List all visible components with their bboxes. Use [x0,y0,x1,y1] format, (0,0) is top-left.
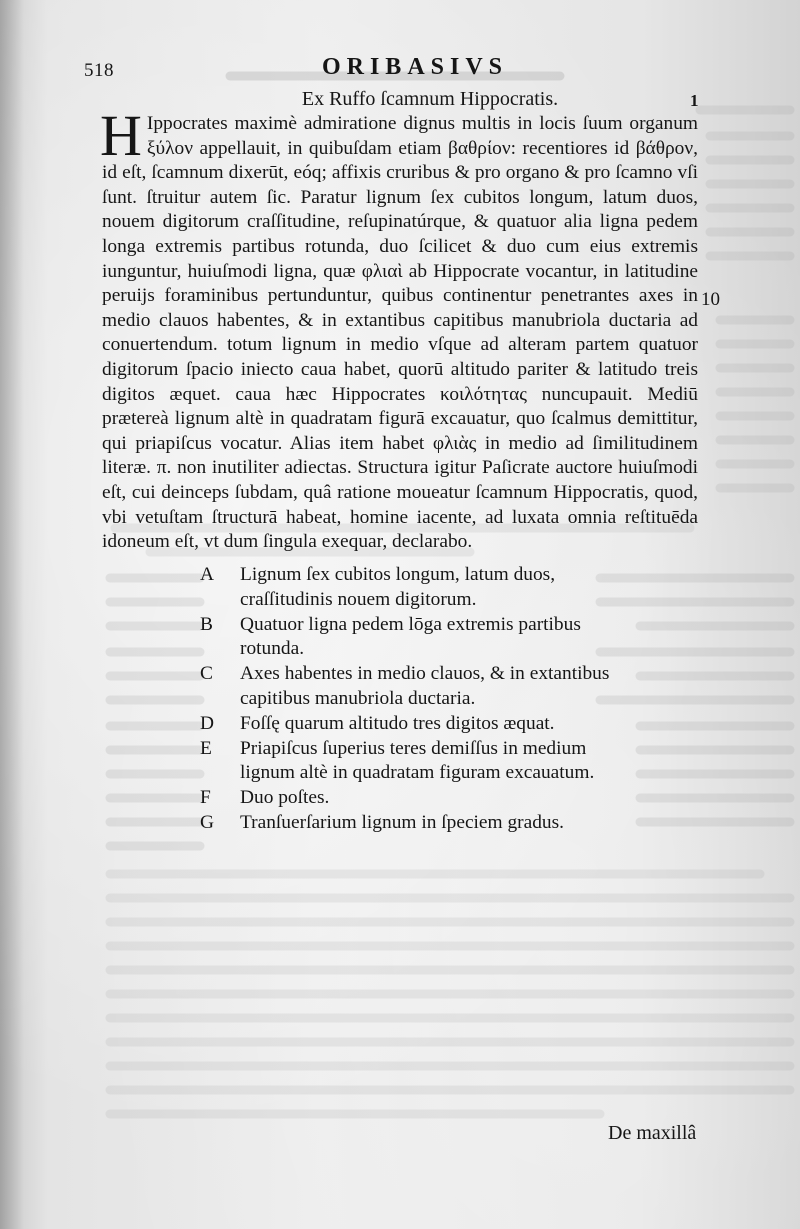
legend-text: Duo poſtes. [240,787,330,809]
legend-text: Priapiſcus ſuperius teres demiſſus in medium lignum altè in quadratam figuram excauatum. [240,737,595,784]
legend-letter: E [200,737,212,759]
running-head: ORIBASIVS [321,54,509,80]
page-number: 518 [84,60,114,81]
main-paragraph [100,103,698,555]
legend-letter: F [200,787,211,809]
figure-legend [200,563,640,836]
catchword: De maxillâ [608,1122,697,1144]
legend-item [200,811,640,836]
legend-text: Quatuor ligna pedem lōga extremis partibus rotunda. [240,613,581,660]
margin-line-number: 10 [701,289,720,310]
legend-letter: D [200,712,215,734]
drop-cap: H [100,103,142,168]
legend-letter: G [200,811,215,833]
legend-letter: C [200,663,213,685]
legend-text: Tranſuerſarium lignum in ſpeciem gradus. [240,811,565,833]
gutter-shadow [0,0,24,1229]
legend-item [200,613,640,663]
chapter-title: Ex Ruffo ſcamnum Hippocratis. [301,88,559,110]
legend-item [200,563,640,613]
legend-item [200,712,640,737]
legend-letter: A [200,564,215,585]
legend-item [200,662,640,712]
legend-item [200,737,640,787]
paragraph-text: Ippocrates maximè admiratione dignus multis in locis ſuum organum ξύλον appellauit, in quibuſdam etiam βαθρίον: recentiores id βάθρον, id eſt, ſcamnum dixerūt, eóq; affixis cruribus & pro organo & pro ſcamno vſi ſunt. ſtruitur autem ſic. Paratur lignum ſex cubitos longum, latum duos, nouem digitorum craſſitudine, reſupinatúrque, & quatuor alia ligna pedem longa extremis partibus rotunda, duo ſcilicet & duo cum eius extremis iunguntur, huiuſmodi ligna, quæ φλιαὶ ab Hippocrate vocantur, in latitudine peruijs foraminibus pertunduntur, quibus continentur penetrantes axes in medio clauos habentes, & in extantibus capitibus manubriola ductaria ad conuertendum. totum lignum in medio vſque ad alteram partem quatuor digitorum ſpacio iniecto caua habet, quorū altitudo pariter & latitudo treis digitos æquet. caua hæc Hippocrates κοιλότητας nuncupauit. Mediū prætereà lignum altè in quadratam figurā excauatur, quo ſcalmus demittitur, qui priapiſcus vocatur. Alias item habet φλιὰς in medio ad ſimilitudinem literæ. π. non inutiliter adiectas. Structura igitur Paſicrate auctore huiuſmodi eſt, cui deinceps ſubdam, quâ ratione moueatur ſcamnum Hippocratis, quod, vbi vetuſtam ſtructurā habeat, homine iacente, ad luxata omnia reſtituēda idoneum eſt, vt dum ſingula exequar, declarabo. [102,113,698,553]
legend-item [200,786,640,811]
legend-letter: B [200,613,213,635]
legend-text: Foſſę quarum altitudo tres digitos æquat. [240,712,555,734]
legend-text: Axes habentes in medio clauos, & in extantibus capitibus manubriola ductaria. [240,663,610,709]
legend-text: Lignum ſex cubitos longum, latum duos, craſſitudinis nouem digitorum. [240,564,556,610]
section-number: 1 [690,91,699,110]
